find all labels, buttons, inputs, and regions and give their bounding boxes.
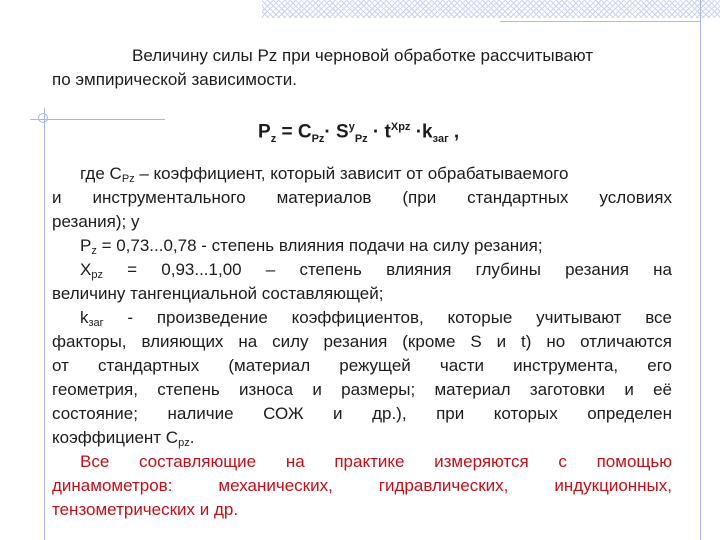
decorative-line-top [500, 21, 700, 22]
formula-s-sup: y [348, 121, 355, 133]
formula-s: · S [324, 121, 349, 143]
formula-p-sub: z [270, 133, 277, 146]
decorative-line-right [700, 0, 701, 540]
body-line-7 [52, 306, 672, 330]
body-line-7-b: - произведение коэффициентов, которые учитывают все [103, 308, 672, 327]
body-line-5 [52, 258, 672, 282]
body-line-4 [52, 234, 672, 258]
explanation-paragraph [52, 162, 672, 522]
formula-p: P [258, 121, 271, 143]
decorative-hatch-band [262, 0, 720, 18]
red-line-2: динамометров: механических, гидравлических, индукционных, [52, 476, 672, 495]
body-line-9: от стандартных (материал режущей части инструмента, его [52, 356, 672, 375]
body-line-12 [52, 426, 672, 450]
red-line-1: Все составляющие на практике измеряются с помощью [80, 452, 672, 471]
body-line-1-b: – коэффициент, который зависит от обрабатываемого [134, 164, 569, 183]
body-line-1 [52, 162, 672, 186]
decorative-circle-icon [38, 113, 48, 123]
body-line-6: величину тангенциальной составляющей; [52, 284, 384, 303]
body-line-5-a: X [80, 260, 92, 279]
body-line-10: геометрия, степень износа и размеры; материал заготовки и её [52, 380, 672, 399]
body-line-2: и инструментального материалов (при стандартных условиях [52, 188, 672, 207]
body-line-11: состояние; наличие СОЖ и др.), при которых определен [52, 404, 672, 423]
intro-paragraph [52, 44, 677, 92]
decorative-line-mid [30, 119, 165, 120]
body-line-4-sub: z [91, 245, 97, 257]
body-line-12-b: . [189, 428, 195, 447]
formula-k-sub: заг [432, 133, 449, 146]
body-line-12-sub: pz [178, 437, 190, 449]
body-line-4-a: P [80, 236, 92, 255]
body-line-5-sub: pz [91, 269, 103, 281]
intro-line-1: Величину силы Pz при черновой обработке рассчитывают [132, 46, 594, 65]
body-line-4-b: = 0,73...0,78 - степень влияния подачи на силу резания; [96, 236, 543, 255]
intro-line-2: по эмпирической зависимости. [52, 70, 297, 89]
body-line-1-a: где C [80, 164, 122, 183]
force-formula [258, 114, 459, 152]
formula-k: ·k [410, 121, 433, 143]
body-line-1-sub: Pz [121, 173, 135, 185]
formula-s-sub: Pz [354, 133, 368, 146]
body-line-5-b: = 0,93...1,00 – степень влияния глубины резания на [102, 260, 672, 279]
body-line-12-a: коэффициент C [52, 428, 179, 447]
body-line-8: факторы, влияющих на силу резания (кроме S и t) но отличаются [52, 332, 672, 351]
red-line-3: тензометрических и др. [52, 500, 239, 519]
body-line-3: резания); y [52, 212, 140, 231]
decorative-line-left [44, 108, 45, 540]
formula-c-sub: Pz [311, 133, 325, 146]
body-line-7-sub: заг [88, 317, 104, 329]
formula-t: · t [367, 121, 391, 143]
formula-t-sup: Xpz [390, 121, 411, 133]
formula-eq: = C [276, 121, 312, 143]
formula-tail: , [448, 121, 460, 143]
body-line-7-a: k [80, 308, 89, 327]
